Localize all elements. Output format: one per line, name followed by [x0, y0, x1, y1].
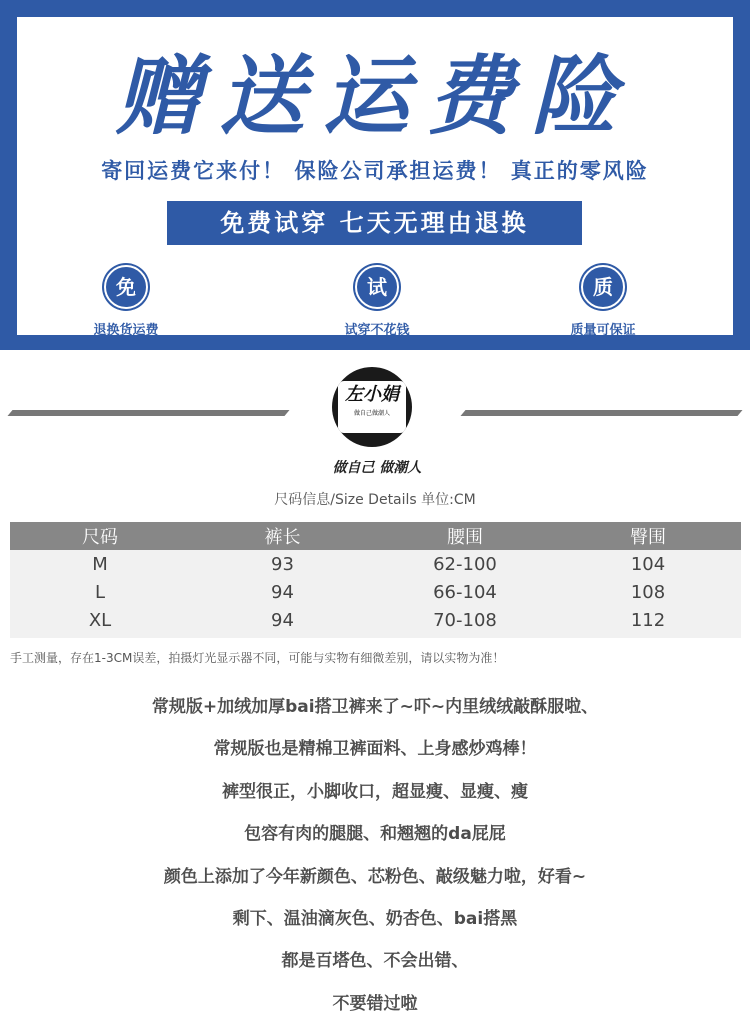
cell-length: 93: [190, 550, 375, 578]
header-waist: 腰围: [375, 522, 555, 550]
cell-hip: 108: [555, 578, 741, 606]
feature-label: 质量可保证: [570, 323, 636, 338]
cell-hip: 112: [555, 606, 741, 638]
product-description: [0, 693, 750, 1032]
description-line: 常规版也是精棉卫裤面料、上身感炒鸡棒！: [213, 739, 537, 760]
cell-waist: 62-100: [375, 550, 555, 578]
cell-hip: 104: [555, 550, 741, 578]
logo-tagline: 做自己做潮人: [353, 410, 390, 417]
quality-badge-icon: 质: [581, 265, 625, 309]
banner-title: 赠送运费险: [115, 47, 635, 147]
description-line: 剩下、温油滴灰色、奶杏色、bai搭黑: [232, 908, 518, 929]
table-row: [10, 606, 741, 638]
description-line: 颜色上添加了今年新颜色、芯粉色、敲级魅力啦，好看~: [163, 866, 587, 887]
feature-quality: [528, 265, 678, 338]
brand-logo: [332, 367, 412, 447]
banner-subtitle: 寄回运费它来付！ 保险公司承担运费！ 真正的零风险: [101, 159, 649, 183]
table-row: [10, 578, 741, 606]
insurance-banner: [0, 0, 750, 350]
description-line: 常规版+加绒加厚bai搭卫裤来了~吓~内里绒绒敲酥服啦、: [151, 697, 599, 717]
description-line: 包容有肉的腿腿、和翘翘的da屁屁: [244, 824, 506, 845]
header-length: 裤长: [190, 522, 375, 550]
header-hip: 臀围: [555, 522, 741, 550]
cell-waist: 66-104: [375, 578, 555, 606]
size-table: [10, 522, 741, 638]
feature-label: 试穿不花钱: [344, 323, 410, 338]
header-size: 尺码: [10, 522, 190, 550]
try-badge-icon: 试: [355, 265, 399, 309]
decorative-divider-left: [7, 410, 289, 416]
description-line: 都是百塔色、不会出错、: [281, 951, 469, 972]
description-line: 裤型很正，小脚收口，超显瘦、显瘦、瘦: [222, 781, 528, 802]
cell-size: M: [10, 550, 190, 578]
cell-size: L: [10, 578, 190, 606]
promo-strip: 免费试穿 七天无理由退换: [167, 201, 582, 245]
table-header-row: [10, 522, 741, 550]
feature-return-shipping: [51, 265, 201, 338]
measurement-note: 手工测量，存在1-3CM误差，拍摄灯光显示器不同，可能与实物有细微差别，请以实物为准！: [10, 651, 505, 665]
cell-length: 94: [190, 578, 375, 606]
feature-free-try: [302, 265, 452, 338]
cell-length: 94: [190, 606, 375, 638]
banner-panel: [17, 17, 733, 338]
decorative-divider-right: [460, 410, 742, 416]
logo-face: [338, 381, 406, 433]
logo-name: 左小娟: [345, 384, 399, 405]
cell-size: XL: [10, 606, 190, 638]
description-line: 不要错过啦: [332, 993, 418, 1014]
free-badge-icon: 免: [104, 265, 148, 309]
table-row: [10, 550, 741, 578]
feature-label: 退换货运费: [93, 323, 159, 338]
cell-waist: 70-108: [375, 606, 555, 638]
size-caption: 尺码信息/Size Details 单位:CM: [274, 492, 476, 508]
brand-slogan: 做自己 做潮人: [332, 460, 422, 476]
